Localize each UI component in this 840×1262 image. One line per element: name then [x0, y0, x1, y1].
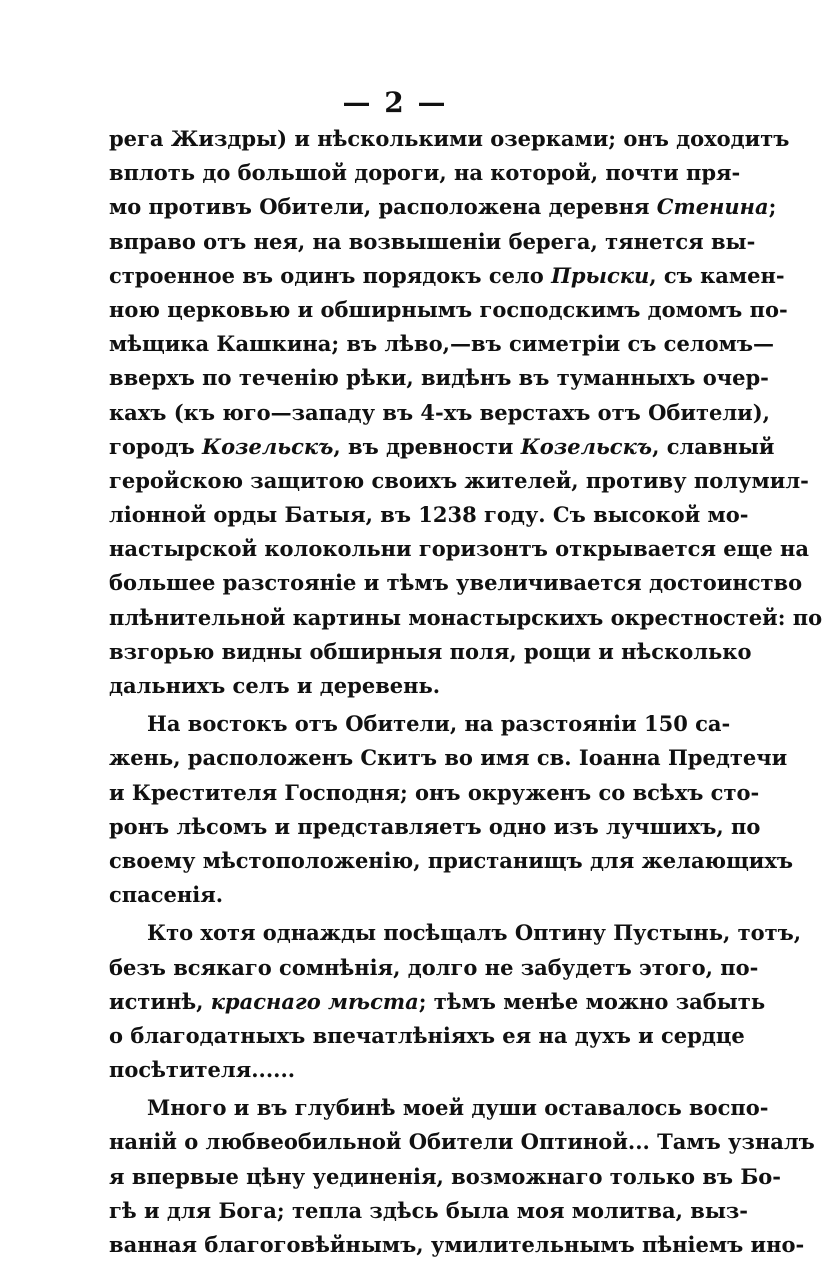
text-span: ; — [768, 194, 777, 220]
text-line — [109, 190, 777, 224]
text-line: дальнихъ селъ и деревень. — [109, 673, 441, 698]
text-line: Кто хотя однажды посѣщалъ Оптину Пустынь, тотъ, — [147, 920, 802, 946]
text-line: Много и въ глубинѣ моей души оставалось воспо- — [147, 1095, 769, 1121]
place-name-italic: Прыски — [551, 262, 650, 288]
text-line: спасенія. — [109, 882, 224, 908]
text-line: ною церковью и обширнымъ господскимъ домомъ по- — [109, 296, 788, 322]
text-line: рега Жиздры) и нѣсколькими озерками; онъ доходитъ — [109, 126, 790, 151]
text-line: На востокъ отъ Обители, на разстояніи 150 са- — [147, 711, 731, 737]
text-line: вверхъ по теченію рѣки, видѣнъ въ туманныхъ очер- — [109, 365, 769, 391]
text-span: , славный — [652, 433, 775, 459]
phrase-italic: краснаго мѣста — [210, 988, 419, 1014]
text-line: мѣщика Кашкина; въ лѣво,—въ симетріи съ селомъ— — [109, 331, 774, 357]
text-line: о благодатныхъ впечатлѣніяхъ ея на духъ и сердце — [109, 1022, 745, 1048]
text-line: посѣтителя...... — [109, 1057, 296, 1083]
text-line: ронъ лѣсомъ и представляетъ одно изъ лучшихъ, по — [109, 813, 761, 839]
text-span: мо противъ Обители, расположена деревня — [109, 194, 657, 220]
text-line: наній о любвеобильной Обители Оптиной... Тамъ узналъ — [109, 1129, 815, 1155]
place-name-italic: Козельскъ — [201, 433, 334, 459]
text-span: , въ древности — [333, 433, 521, 459]
text-span: истинѣ, — [109, 988, 211, 1014]
text-line: безъ всякаго сомнѣнія, долго не забудетъ этого, по- — [109, 954, 759, 980]
body-text — [109, 122, 823, 1262]
text-line: настырской колокольни горизонтъ открывается еще на — [109, 536, 810, 562]
page-number: — 2 — — [342, 86, 448, 119]
text-line: ліонной орды Батыя, въ 1238 году. Съ высокой мо- — [109, 502, 749, 528]
text-line: гѣ и для Бога; тепла здѣсь была моя молитва, выз- — [109, 1197, 749, 1223]
text-line: вплоть до большой дороги, на которой, почти пря- — [109, 160, 741, 186]
text-line: я впервые цѣну уединенія, возможнаго только въ Бо- — [109, 1163, 781, 1189]
text-line: геройскою защитою своихъ жителей, противу полумил- — [109, 467, 809, 493]
place-name-italic: Стенина — [656, 194, 769, 220]
text-line: и Крестителя Господня; онъ окруженъ со всѣхъ сто- — [109, 779, 760, 805]
text-span: ; тѣмъ менѣе можно забыть — [418, 988, 766, 1014]
text-line — [109, 430, 775, 464]
text-line: вправо отъ нея, на возвышеніи берега, тянется вы- — [109, 228, 756, 254]
text-span: , съ камен- — [649, 262, 785, 288]
text-line: кахъ (къ юго—западу въ 4-хъ верстахъ отъ Обители), — [109, 399, 770, 425]
text-line: своему мѣстоположенію, пристанищъ для желающихъ — [109, 847, 794, 873]
text-line — [109, 985, 766, 1019]
text-line: большее разстояніе и тѣмъ увеличивается достоинство — [109, 570, 803, 596]
text-line: взгорью видны обширныя поля, рощи и нѣсколько — [109, 638, 752, 664]
text-span: строенное въ одинъ порядокъ село — [109, 262, 552, 288]
text-line: плѣнительной картины монастырскихъ окрестностей: по — [109, 604, 823, 630]
text-line — [109, 259, 785, 293]
text-line: жень, расположенъ Скитъ во имя св. Іоанна Предтечи — [109, 745, 788, 771]
place-name-italic: Козельскъ — [520, 433, 653, 459]
text-line: ванная благоговѣйнымъ, умилительнымъ пѣніемъ ино- — [109, 1232, 805, 1257]
text-span: городъ — [109, 433, 202, 459]
